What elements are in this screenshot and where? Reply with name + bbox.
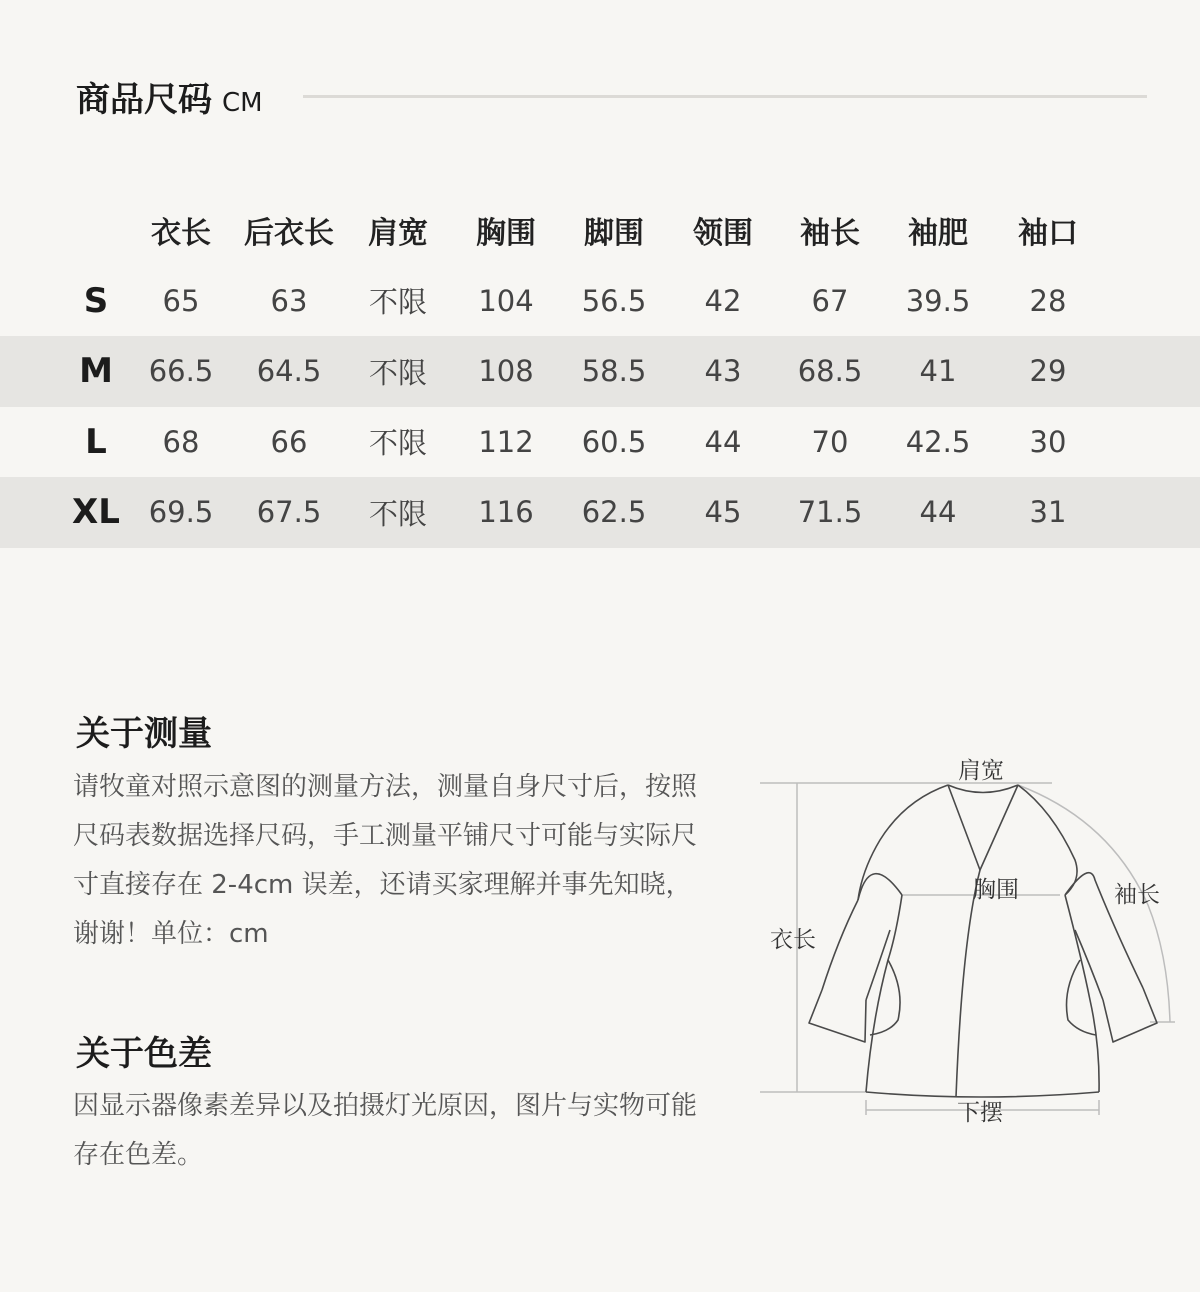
measurement-title: 关于测量: [76, 714, 212, 754]
table-cell: 70: [811, 424, 849, 459]
table-cell: 45: [704, 495, 742, 530]
table-cell: 67: [811, 283, 849, 318]
table-cell: 67.5: [256, 495, 322, 530]
color-diff-text: [73, 1082, 763, 1180]
table-cell: 60.5: [581, 424, 647, 459]
size-title-text: 商品尺码: [76, 80, 212, 120]
table-cell: 不限: [368, 285, 427, 320]
table-cell: 43: [704, 354, 742, 389]
label-hem: 下摆: [957, 1100, 1003, 1126]
table-cell: 39.5: [905, 283, 971, 318]
color-diff-line: 因显示器像素差异以及拍摄灯光原因，图片与实物可能: [73, 1091, 698, 1121]
column-header: 肩宽: [368, 216, 428, 252]
table-row: [0, 266, 1200, 337]
table-cell: 44: [919, 495, 957, 530]
measurement-line: 尺码表数据选择尺码，手工测量平铺尺寸可能与实际尺: [73, 821, 698, 851]
table-row: [0, 407, 1200, 478]
column-header: 袖口: [1018, 216, 1078, 252]
table-cell: 不限: [368, 496, 427, 531]
table-cell: 41: [919, 354, 957, 389]
measurement-text: [73, 763, 763, 959]
title-divider: [303, 95, 1147, 98]
column-header: 袖长: [800, 216, 860, 252]
table-cell: 不限: [368, 426, 427, 461]
table-cell: 56.5: [581, 283, 647, 318]
color-diff-title: 关于色差: [76, 1034, 212, 1074]
label-sleeve: 袖长: [1114, 882, 1160, 908]
size-unit-text: CM: [222, 88, 263, 118]
table-cell: 29: [1029, 354, 1067, 389]
table-cell: 68: [162, 424, 200, 459]
table-cell: 30: [1029, 424, 1067, 459]
table-cell: 64.5: [256, 354, 322, 389]
label-length: 衣长: [770, 927, 816, 953]
table-cell: 31: [1029, 495, 1067, 530]
garment-diagram: [755, 745, 1195, 1145]
table-cell: 42.5: [905, 424, 971, 459]
garment-outline: [809, 785, 1157, 1097]
table-cell: 116: [478, 495, 534, 530]
table-cell: 不限: [368, 355, 427, 390]
guide-lines: [760, 783, 1175, 1115]
table-header-row: [0, 195, 1200, 266]
table-cell: 68.5: [797, 354, 863, 389]
size-section-title: [76, 72, 263, 121]
column-header: 脚围: [584, 216, 644, 252]
column-header: 胸围: [476, 216, 536, 252]
label-chest: 胸围: [973, 877, 1019, 903]
table-cell: 66: [270, 424, 308, 459]
table-cell: 28: [1029, 283, 1067, 318]
measurement-line: 谢谢！单位：cm: [73, 919, 269, 949]
label-shoulder: 肩宽: [958, 758, 1004, 784]
table-cell: 66.5: [148, 354, 214, 389]
size-label: L: [85, 421, 107, 462]
table-cell: 42: [704, 283, 742, 318]
measurement-line: 寸直接存在 2-4cm 误差，还请买家理解并事先知晓，: [73, 870, 692, 900]
table-cell: 71.5: [797, 495, 863, 530]
color-diff-line: 存在色差。: [73, 1140, 204, 1170]
column-header: 袖肥: [908, 216, 968, 252]
size-label: S: [83, 280, 109, 321]
table-row: [0, 477, 1200, 548]
table-row: [0, 336, 1200, 407]
table-cell: 62.5: [581, 495, 647, 530]
table-cell: 44: [704, 424, 742, 459]
table-cell: 58.5: [581, 354, 647, 389]
size-label: XL: [72, 492, 120, 533]
table-cell: 112: [478, 424, 534, 459]
table-cell: 108: [478, 354, 534, 389]
column-header: 领围: [693, 216, 753, 252]
column-header: 衣长: [151, 216, 211, 252]
table-cell: 69.5: [148, 495, 214, 530]
column-header: 后衣长: [244, 216, 334, 252]
table-cell: 104: [478, 283, 534, 318]
size-table: [0, 195, 1200, 548]
size-label: M: [79, 351, 113, 392]
table-cell: 63: [270, 283, 308, 318]
table-cell: 65: [162, 283, 200, 318]
measurement-line: 请牧童对照示意图的测量方法，测量自身尺寸后，按照: [73, 772, 698, 802]
